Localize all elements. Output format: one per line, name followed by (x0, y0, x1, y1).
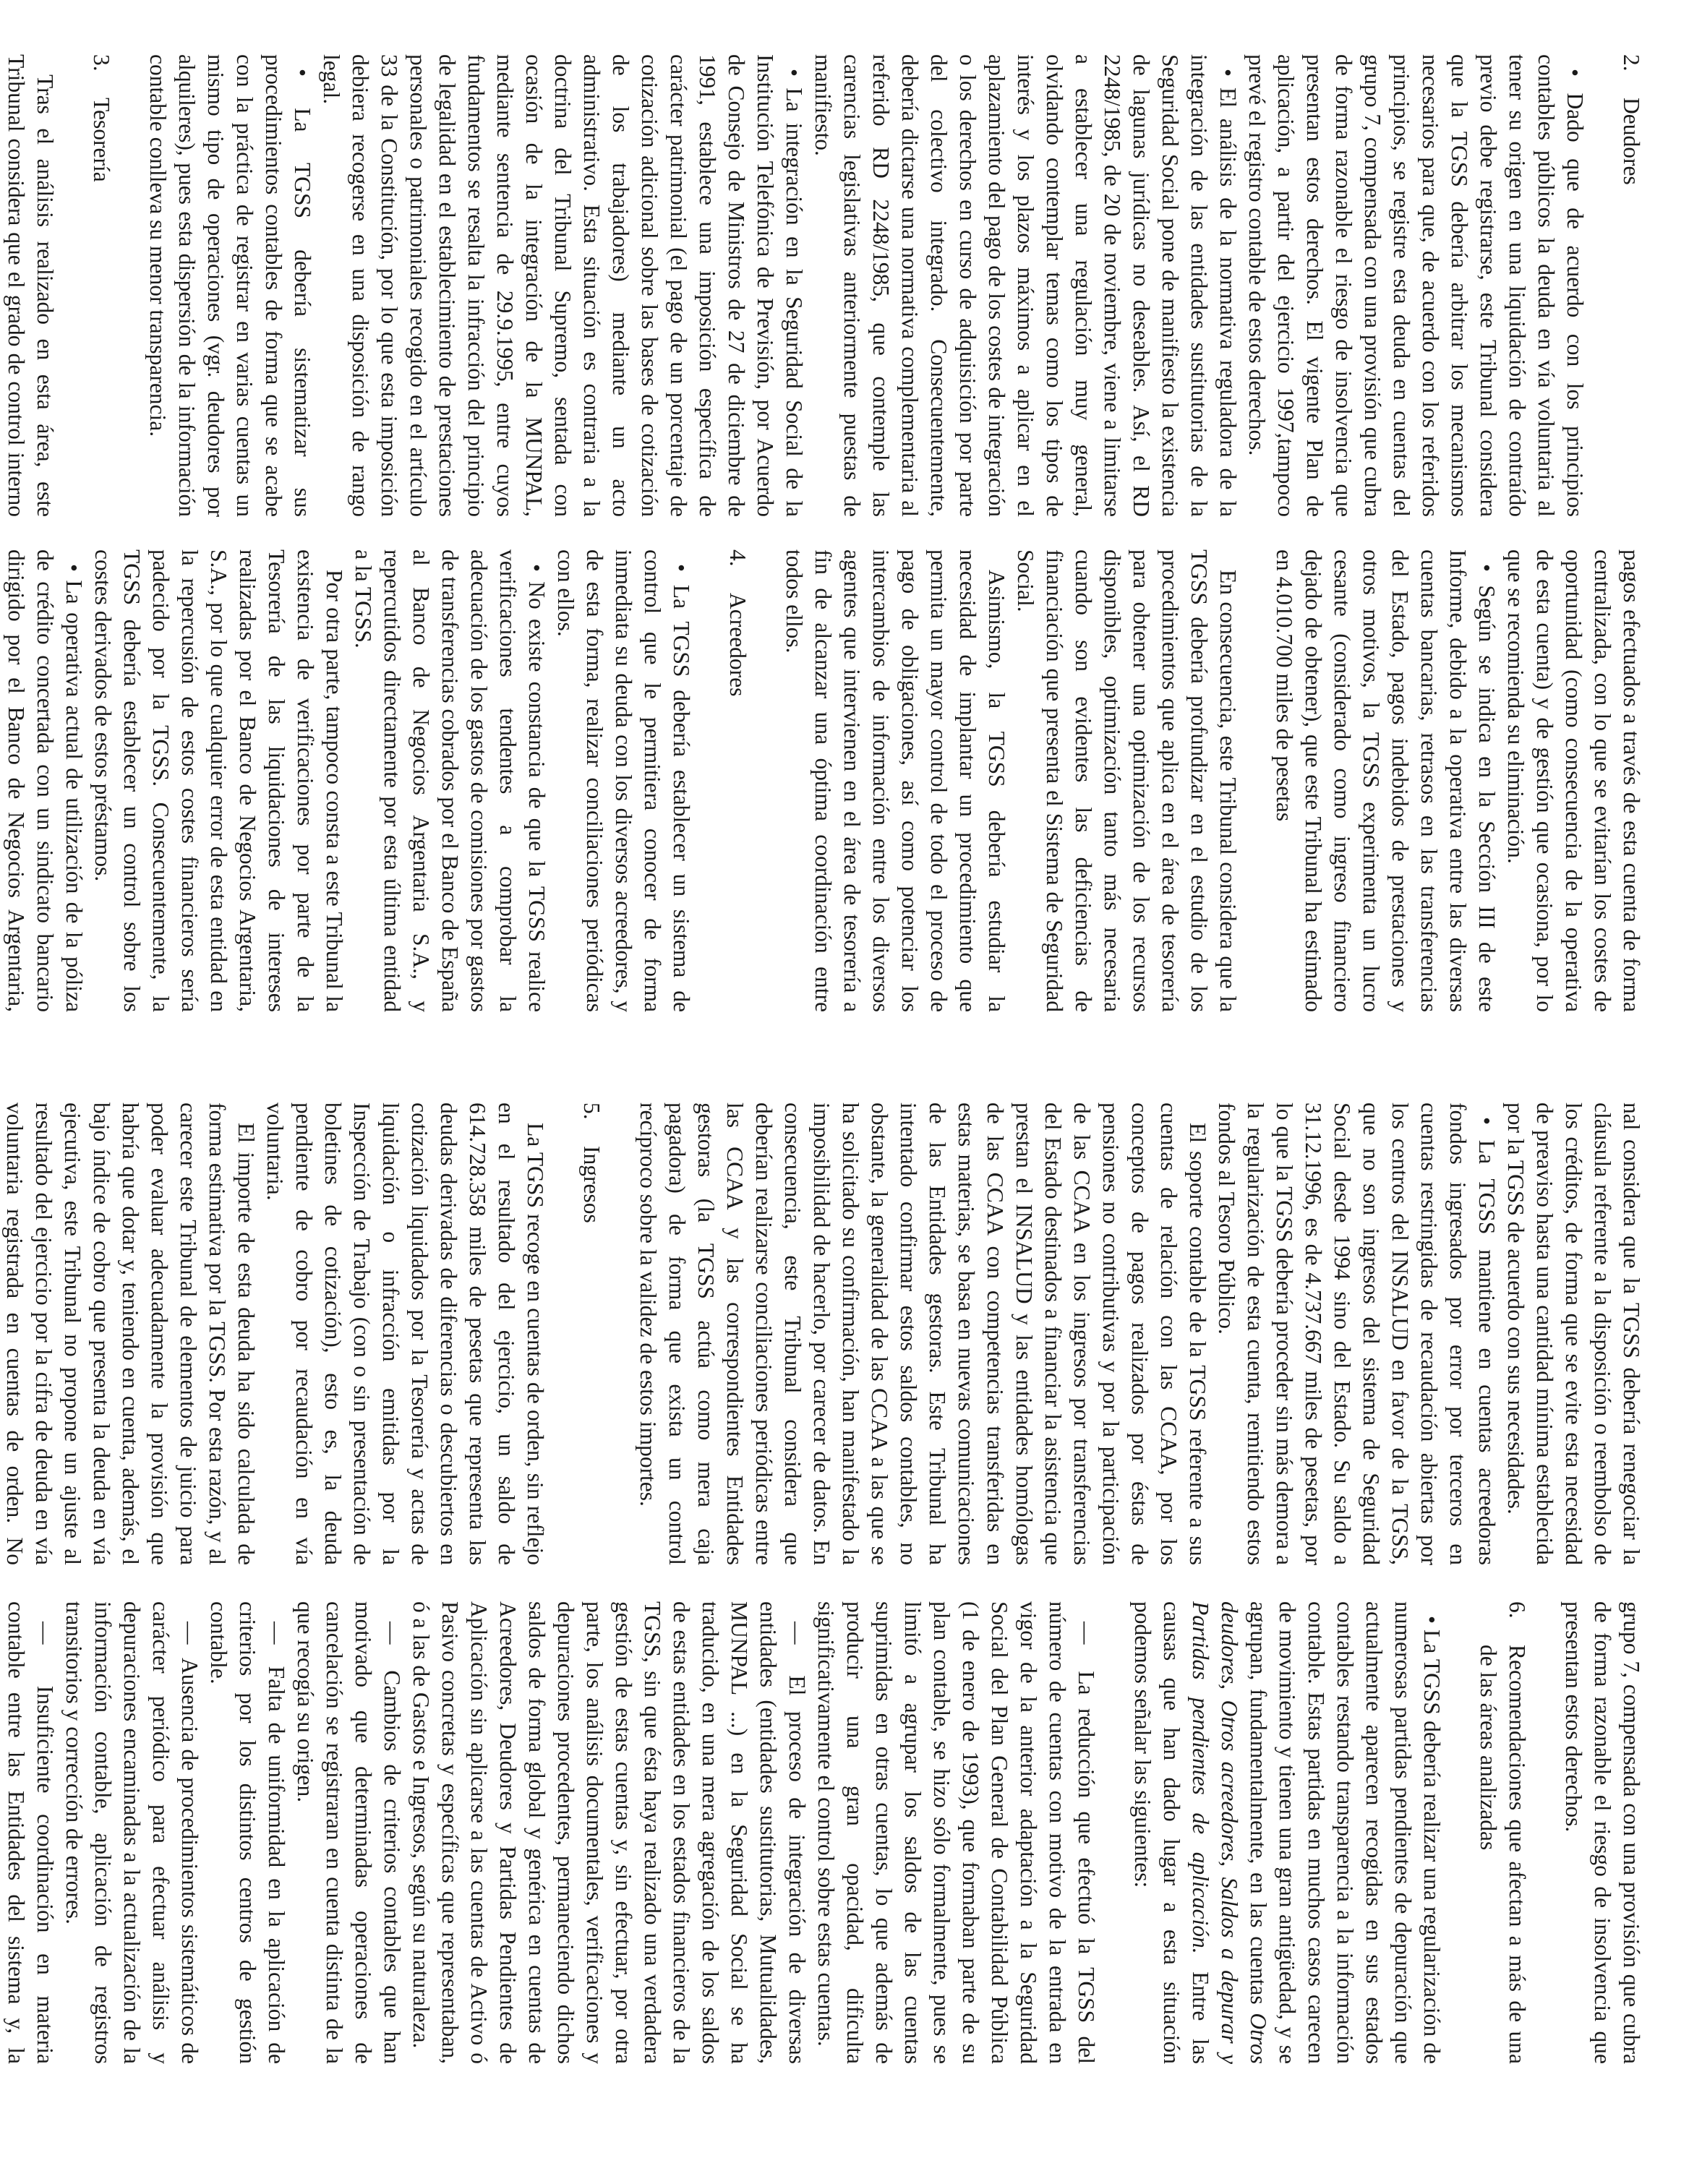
section-title: Tesorería (89, 98, 114, 182)
section-number: 2. (1619, 54, 1644, 72)
left-page-column-1 (4, 54, 1646, 518)
section-title: Recomendaciones que afectan a más de una de las áreas analizadas (1476, 1645, 1530, 2064)
section-title: Ingresos (579, 1146, 604, 1223)
paragraph: Asimismo, la TGSS debería estudiar la necesidad de implantar un procedimiento que permita un mayor control de todo el proceso de pago de obligaciones, así como potenciar los intercambios de información entre los diversos agentes que intervienen en el área de tesorería a fin de alcanzar una óptima coordinación entre todos ellos. (782, 549, 1009, 1012)
section-number: 6. (1505, 1601, 1530, 1619)
bullet-paragraph: • Según se indica en la Sección III de este Informe, debido a la operativa entre las diversas cuentas bancarias, retrasos en las transferencias del Estado, pagos indebidos de prestaciones y otros motivos, la TGSS experimenta un lucro cesante (considerado como ingreso financiero dejado de obtener), que este Tribunal ha estimado en 4.010.700 miles de pesetas (1270, 549, 1501, 1012)
paragraph: El soporte contable de la TGSS referente a sus cuentas de relación con las CCAA, por los conceptos de pagos realizados por éstas de pensiones no contributivas y por la participación de las CCAA en los ingresos por transferencias del Estado destinados a financiar la asistencia que prestan el INSALUD y las entidades homólogas de las CCAA con competencias transferidas en estas materias, se basa en nuevas comunicaciones de las Entidades gestoras. Este Tribunal ha intentado confirmar estos saldos contables, no obstante, la generalidad de las CCAA a las que se ha solicitado su confirmación, han manifestado la imposibilidad de hacerlo, por carecer de datos. En consecuencia, este Tribunal considera que deberían realizarse conciliaciones periódicas entre las CCAA y las correspondientes Entidades gestoras (la TGSS actúa como mera caja pagadora) de forma que exista un control recíproco sobre la validez de estos importes. (636, 1102, 1210, 1565)
right-page (0, 1092, 1689, 2184)
section-heading (577, 1102, 606, 1565)
dash-list-item: — Cambios de criterios contables que han motivado que determinadas operaciones de cancelación se registraran en cuenta distinta de la que recogía su origen. (291, 1601, 406, 2064)
section-number: 5. (579, 1102, 604, 1120)
dash-list-item: — La reducción que efectuó la TGSS del número de cuentas con motivo de la entrada en vigor de la anterior adaptación a la Seguridad Social del Plan General de Contabilidad Pública (1 de enero de 1993), que formaban parte de su plan contable, se hizo sólo formalmente, pues se limitó a agrupar los saldos de las cuentas suprimidas en otras cuentas, lo que además de producir una gran opacidad, dificulta significativamente el control sobre estas cuentas. (811, 1601, 1100, 2064)
paragraph-gap (1100, 1601, 1128, 2064)
paragraph: nal considera que la TGSS debería renegociar la cláusula referente a la disposición o reembolso de los créditos, de forma que se evite esta necesidad de preaviso hasta una cantidad mínima establecida por la TGSS de acuerdo con sus necesidades. (1503, 1102, 1644, 1565)
section-heading (723, 549, 752, 1012)
bullet-paragraph: • La integración en la Seguridad Social de la Institución Telefónica de Previsión, por Acuerdo de Consejo de Ministros de 27 de diciembre de 1991, establece una imposición específica de carácter patrimonial (el pago de un porcentaje de cotización adicional sobre las bases de cotización de los trabajadores) mediante un acto administrativo. Esta situación es contraria a la doctrina del Tribunal Supremo, sentada con ocasión de la integración de la MUNPAL, mediante sentencia de 29.9.1995, entre cuyos fundamentos se resalta la infracción del principio de legalidad en el establecimiento de prestaciones personales o patrimoniales recogido en el artículo 33 de la Constitución, por lo que esta imposición debiera recogerse en una disposición de rango legal. (317, 54, 808, 517)
bullet-paragraph: • La TGSS debería sistematizar sus procedimientos contables de forma que se acabe con la práctica de registrar en varias cuentas un mismo tipo de operaciones (vgr. deudores por alquileres), pues esta dispersión de la información contable conlleva su menor transparencia. (143, 54, 317, 517)
paragraph: En consecuencia, este Tribunal considera que la TGSS debería profundizar en el estudio de los procedimientos que aplica en el área de tesorería para obtener una optimización de los recursos disponibles, optimización tanto más necesaria cuando son evidentes las deficiencias de financiación que presenta el Sistema de Seguridad Social. (1013, 549, 1241, 1012)
paragraph: La TGSS recoge en cuentas de orden, sin reflejo en el resultado del ejercicio, un saldo de 614.728.358 miles de pesetas que representa las deudas derivadas de diferencias o descubiertos en cotización liquidados por la Tesorería y actas de liquidación o infracción emitidas por la Inspección de Trabajo (con o sin presentación de boletines de cotización), esto es, la deuda pendiente de cobro por recaudación en vía voluntaria. (262, 1102, 548, 1565)
bullet-paragraph: • El análisis de la normativa reguladora de la integración de las entidades sustitutorias de la Seguridad Social pone de manifiesto la existencia de lagunas jurídicas no deseables. Así, el RD 2248/1985, de 20 de noviembre, viene a limitarse a establecer una regulación muy general, olvidando contemplar temas como los tipos de interés y los plazos máximos a aplicar en el aplazamiento del pago de los costes de integración o los derechos en curso de adquisición por parte del colectivo integrado. Consecuentemente, debería dictarse una normativa complementaria al referido RD 2248/1985, que contemple las carencias legislativas anteriormente puestas de manifiesto. (808, 54, 1242, 517)
section-heading (1474, 1601, 1531, 2064)
dash-list-item: — El proceso de integración de diversas entidades (entidades sustitutorias, Mutualidades, MUNPAL ...) en la Seguridad Social se ha traducido, en una mera agregación de los saldos de estas entidades en los estados financieros de la TGSS, sin que ésta haya realizado una verdadera gestión de estas cuentas y, sin efectuar, por otra parte, los análisis documentales, verificaciones y depuraciones procedentes, permaneciendo dichos saldos de forma global y genérica en cuentas de Acreedores, Deudores y Partidas Pendientes de Aplicación sin aplicarse a las cuentas de Activo ó Pasivo concretas y específicas que representaban, ó a las de Gastos e Ingresos, según su naturaleza. (406, 1601, 811, 2064)
paragraph: grupo 7, compensada con una provisión que cubra de forma razonable el riesgo de insolvencia que presentan estos derechos. (1561, 1601, 1644, 2064)
bullet-paragraph: • La TGSS debería realizar una regularización de numerosas partidas pendientes de depuración que actualmente aparecen recogidas en sus estados contables restando transparencia a la información contable. Estas partidas en muchos casos carecen de movimiento y tienen una gran antigüedad, y se agrupan, fundamentalmente, en las cuentas Otros deudores, Otros acreedores, Saldos a depurar y Partidas pendientes de aplicación. Entre las causas que han dado lugar a esta situación podemos señalar las siguientes: (1128, 1601, 1446, 2064)
dash-list-item: — Insuficiente coordinación en materia contable entre las Entidades del sistema y, la (0, 1601, 59, 2064)
bullet-paragraph: • La TGSS mantiene en cuentas acreedoras fondos ingresados por error por terceros en cuentas restringidas de recaudación abiertas por los centros del INSALUD en favor de la TGSS, que no son ingresos del sistema de Seguridad Social desde 1994 sino del Estado. Su saldo a 31.12.1996, es de 4.737.667 miles de pesetas, por lo que la TGSS debería proceder sin más demora a la regularización de esta cuenta, remitiendo estos fondos al Tesoro Público. (1212, 1102, 1501, 1565)
paragraph: pagos efectuados a través de esta cuenta de forma centralizada, con lo que se evitarían los costes de oportunidad (como consecuencia de la operativa de esta cuenta) y de gestión que ocasiona, por lo que se recomienda su eliminación. (1503, 549, 1644, 1012)
section-title: Deudores (1619, 98, 1644, 185)
paragraph: Por otra parte, tampoco consta a este Tribunal la existencia de verificaciones por parte de la Tesorería de las liquidaciones de intereses realizadas por el Banco de Negocios Argentaria, S.A., por lo que cualquier error de esta entidad en la repercusión de estos costes financieros sería padecido por la TGSS. Consecuentemente, la TGSS debería establecer un control sobre los costes derivados de estos préstamos. (90, 549, 347, 1012)
bullet-paragraph: • No existe constancia de que la TGSS realice verificaciones tendentes a comprobar la adecuación de los gastos de comisiones por gastos de transferencias cobrados por el Banco de España al Banco de Negocios Argentaria S.A., y repercutidos directamente por esta última entidad a la TGSS. (349, 549, 551, 1012)
bullet-paragraph: • La operativa actual de utilización de la póliza de crédito concertada con un sindicato bancario dirigido por el Banco de Negocios Argentaria, (0, 549, 88, 1012)
right-page-column-2 (4, 1601, 1646, 2065)
paragraph: Tras el análisis realizado en esta área, este Tribunal considera que el grado de control interno (4, 54, 58, 517)
right-page-column-1 (2, 1102, 1646, 1566)
section-heading (87, 54, 116, 517)
bullet-paragraph: • La TGSS debería establecer un sistema de control que le permitiera conocer de forma inmediata su deuda con los diversos acreedores, y de esta forma, realizar conciliaciones periódicas con ellos. (551, 549, 696, 1012)
left-page-column-2 (4, 549, 1646, 1012)
paragraph: El importe de esta deuda ha sido calculada de forma estimativa por la TGSS. Por esta razón, y al carecer este Tribunal de elementos de juicio para poder evaluar adecuadamente la provisión que habría que dotar y, teniendo en cuenta, además, el bajo índice de cobro que presenta la deuda en vía ejecutiva, este Tribunal no propone un ajuste al resultado del ejercicio por la cifra de deuda en vía voluntaria registrada en cuentas de orden. No (2, 1102, 259, 1565)
dash-list-item: — Falta de uniformidad en la aplicación de criterios por los distintos centros de gestión contable. (204, 1601, 291, 2064)
paragraph-gap (1242, 549, 1270, 1012)
section-title: Acreedores (725, 593, 751, 697)
section-number: 3. (89, 54, 114, 72)
section-heading (1617, 54, 1646, 517)
dash-list-item: — Ausencia de procedimientos sistemáticos de carácter periódico para efectuar análisis y depuraciones encaminadas a la actualización de la información contable, aplicación de registros transitorios y corrección de errores. (59, 1601, 204, 2064)
bullet-paragraph: • Dado que de acuerdo con los principios contables públicos la deuda en vía voluntaria al tener su origen en una liquidación de contraído previo debe registrarse, este Tribunal considera que la TGSS debería arbitrar los mecanismos necesarios para que, de acuerdo con los referidos principios, se registre esta deuda en cuentas del grupo 7, compensada con una provisión que cubra de forma razonable el riesgo de insolvencia que presentan estos derechos. El vigente Plan de aplicación, a partir del ejercicio 1997,tampoco prevé el registro contable de estos derechos. (1242, 54, 1589, 517)
section-number: 4. (725, 549, 751, 567)
